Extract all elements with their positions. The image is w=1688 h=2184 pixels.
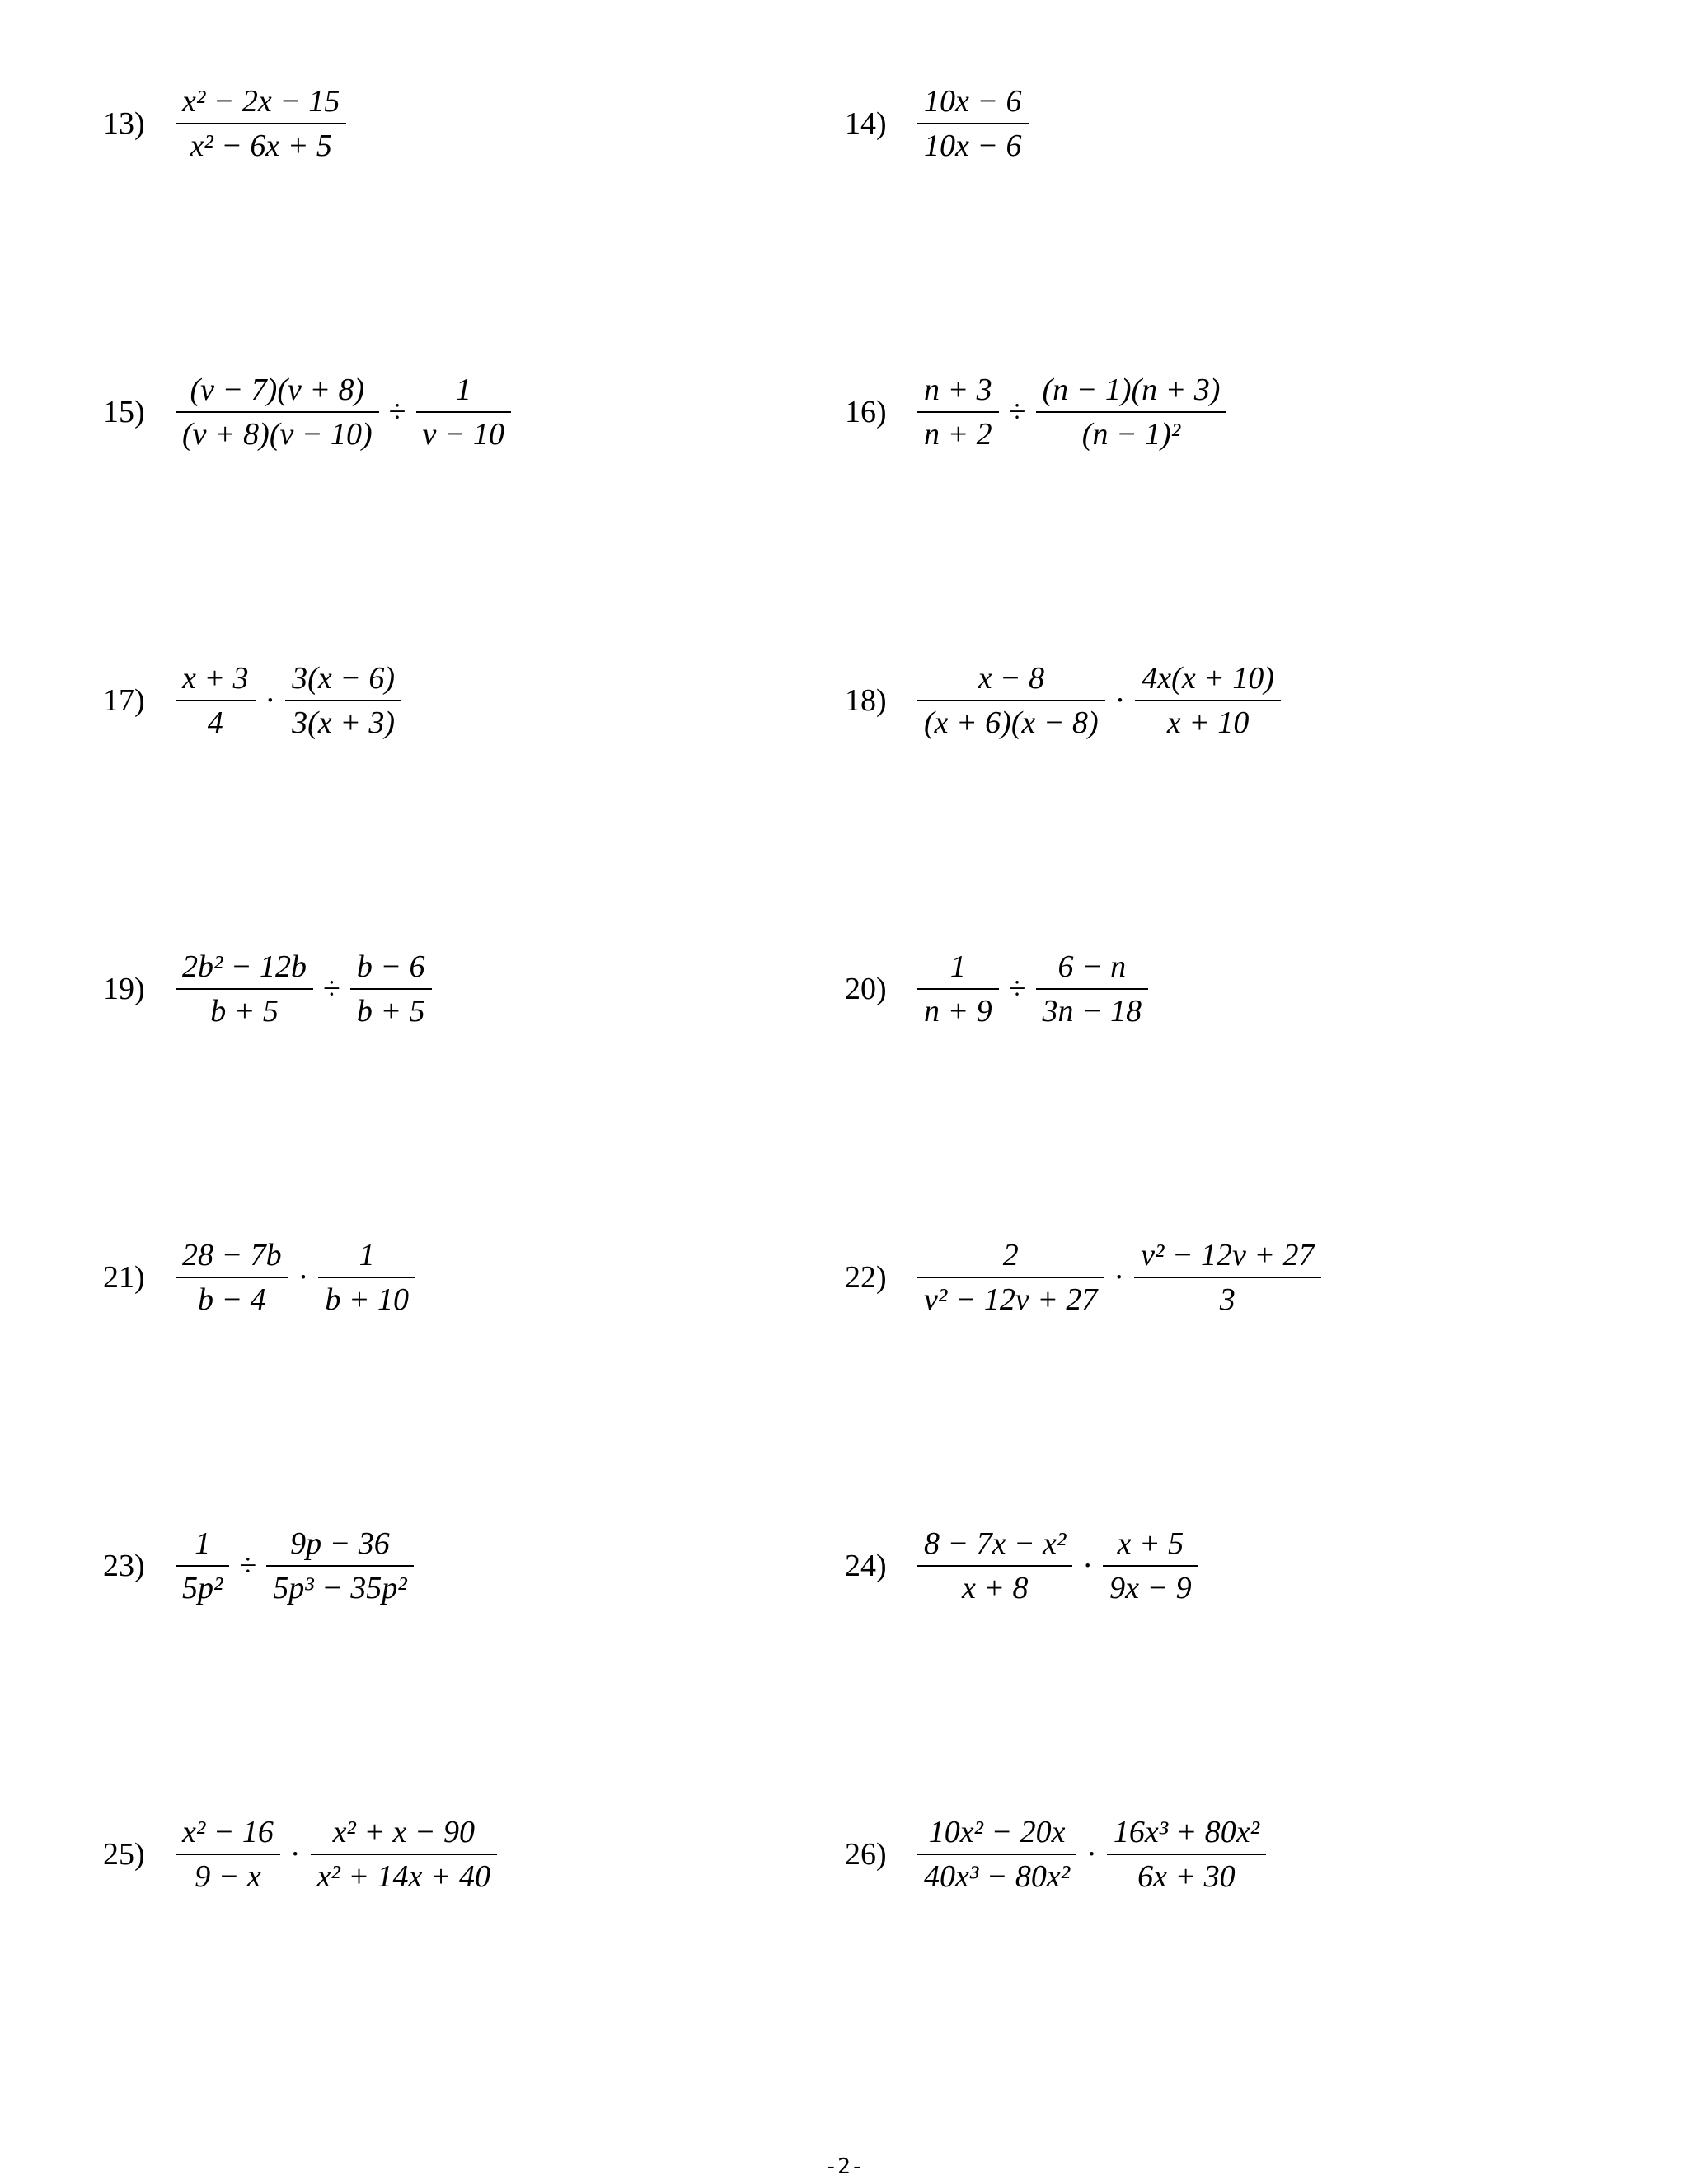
numerator: 1: [359, 1238, 375, 1272]
problem-number: 25): [103, 1837, 145, 1872]
numerator: 28 − 7b: [182, 1238, 282, 1272]
problem-number: 23): [103, 1549, 145, 1583]
problem-19: [103, 940, 437, 1038]
problem-expression: [171, 1811, 502, 1898]
denominator: b − 4: [198, 1282, 266, 1317]
fraction: [1107, 1811, 1266, 1898]
numerator: 4x(x + 10): [1142, 661, 1274, 696]
denominator: b + 5: [210, 994, 279, 1029]
multiplication-operator: ·: [1086, 1837, 1097, 1872]
numerator: x² − 2x − 15: [182, 84, 340, 119]
fraction: [350, 945, 432, 1033]
problem-number: 14): [845, 106, 887, 141]
denominator: b + 10: [325, 1282, 409, 1317]
fraction: [1103, 1522, 1198, 1610]
numerator: 16x³ + 80x²: [1113, 1815, 1259, 1849]
fraction: [176, 368, 379, 456]
fraction: [176, 1522, 229, 1610]
problem-expression: [912, 657, 1286, 744]
problem-expression: [912, 1234, 1326, 1321]
denominator: x + 10: [1166, 705, 1250, 740]
division-operator: ÷: [239, 1549, 257, 1583]
problem-21: [103, 1228, 420, 1327]
fraction: [917, 1811, 1076, 1898]
problem-number: 21): [103, 1260, 145, 1295]
numerator: 2: [1002, 1238, 1019, 1272]
problem-17: [103, 651, 406, 750]
multiplication-operator: ·: [265, 683, 276, 718]
denominator: v² − 12v + 27: [924, 1282, 1098, 1317]
denominator: 3(x + 3): [292, 705, 395, 740]
problem-22: [845, 1228, 1326, 1327]
problem-number: 15): [103, 395, 145, 429]
fraction: [176, 1811, 280, 1898]
fraction: [917, 80, 1029, 167]
fraction: [1036, 945, 1149, 1033]
fraction: [176, 657, 256, 744]
denominator: n + 2: [924, 417, 992, 452]
numerator: 3(x − 6): [292, 661, 395, 696]
numerator: x − 8: [978, 661, 1045, 696]
denominator: 5p³ − 35p²: [273, 1571, 407, 1605]
numerator: x² + x − 90: [332, 1815, 475, 1849]
problem-20: [845, 940, 1153, 1038]
numerator: 10x² − 20x: [928, 1815, 1066, 1849]
problem-number: 16): [845, 395, 887, 429]
fraction: [1135, 657, 1281, 744]
problem-number: 19): [103, 972, 145, 1006]
denominator: (n − 1)²: [1081, 417, 1181, 452]
numerator: (n − 1)(n + 3): [1042, 373, 1221, 407]
denominator: 10x − 6: [924, 129, 1022, 163]
problem-expression: [912, 80, 1034, 167]
numerator: 6 − n: [1057, 949, 1127, 984]
problem-expression: [912, 368, 1231, 456]
fraction: [176, 80, 346, 167]
numerator: 1: [455, 373, 471, 407]
multiplication-operator: ·: [1082, 1549, 1094, 1583]
denominator: 3: [1219, 1282, 1236, 1317]
denominator: 6x + 30: [1137, 1859, 1236, 1894]
fraction: [917, 1234, 1104, 1321]
problem-expression: [171, 80, 351, 167]
numerator: 2b² − 12b: [182, 949, 307, 984]
division-operator: ÷: [388, 395, 406, 429]
denominator: 4: [207, 705, 223, 740]
problem-number: 17): [103, 683, 145, 718]
problem-expression: [171, 657, 406, 744]
numerator: 9p − 36: [290, 1526, 390, 1561]
fraction: [1036, 368, 1227, 456]
problem-18: [845, 651, 1286, 750]
denominator: x² + 14x + 40: [316, 1859, 490, 1894]
numerator: n + 3: [924, 373, 992, 407]
fraction: [917, 945, 999, 1033]
numerator: 10x − 6: [924, 84, 1022, 119]
denominator: (x + 6)(x − 8): [924, 705, 1099, 740]
multiplication-operator: ·: [298, 1260, 309, 1295]
multiplication-operator: ·: [1114, 683, 1126, 718]
problem-number: 26): [845, 1837, 887, 1872]
problem-expression: [171, 1234, 420, 1321]
fraction: [285, 657, 401, 744]
denominator: v − 10: [422, 417, 505, 452]
denominator: 3n − 18: [1042, 994, 1142, 1029]
problem-expression: [912, 945, 1153, 1033]
problem-expression: [912, 1811, 1271, 1898]
numerator: b − 6: [356, 949, 425, 984]
problem-expression: [171, 1522, 419, 1610]
problem-expression: [171, 945, 437, 1033]
denominator: b + 5: [356, 994, 425, 1029]
fraction: [318, 1234, 415, 1321]
denominator: 5p²: [182, 1571, 223, 1605]
fraction: [311, 1811, 497, 1898]
numerator: 8 − 7x − x²: [924, 1526, 1067, 1561]
denominator: 9x − 9: [1109, 1571, 1192, 1605]
problem-15: [103, 363, 516, 462]
problem-14: [845, 74, 1034, 173]
fraction: [266, 1522, 413, 1610]
denominator: 40x³ − 80x²: [924, 1859, 1071, 1894]
problem-number: 18): [845, 683, 887, 718]
numerator: x² − 16: [182, 1815, 274, 1849]
division-operator: ÷: [323, 972, 340, 1006]
division-operator: ÷: [1008, 395, 1026, 429]
problem-number: 22): [845, 1260, 887, 1295]
numerator: 1: [950, 949, 966, 984]
problem-24: [845, 1516, 1203, 1615]
multiplication-operator: ·: [289, 1837, 301, 1872]
numerator: x + 3: [182, 661, 249, 696]
fraction: [917, 368, 999, 456]
denominator: (v + 8)(v − 10): [182, 417, 373, 452]
denominator: 9 − x: [195, 1859, 261, 1894]
problem-13: [103, 74, 351, 173]
numerator: 1: [195, 1526, 211, 1561]
problem-23: [103, 1516, 419, 1615]
division-operator: ÷: [1008, 972, 1026, 1006]
fraction: [917, 657, 1105, 744]
problem-25: [103, 1805, 502, 1904]
fraction: [176, 945, 313, 1033]
problem-number: 20): [845, 972, 887, 1006]
numerator: v² − 12v + 27: [1141, 1238, 1315, 1272]
fraction: [1134, 1234, 1320, 1321]
problem-16: [845, 363, 1231, 462]
denominator: x + 8: [961, 1571, 1029, 1605]
problem-expression: [912, 1522, 1203, 1610]
numerator: (v − 7)(v + 8): [190, 373, 365, 407]
fraction: [917, 1522, 1072, 1610]
denominator: n + 9: [924, 994, 992, 1029]
problem-expression: [171, 368, 516, 456]
numerator: x + 5: [1117, 1526, 1184, 1561]
problem-26: [845, 1805, 1271, 1904]
fraction: [176, 1234, 288, 1321]
fraction: [416, 368, 512, 456]
problem-number: 24): [845, 1549, 887, 1583]
multiplication-operator: ·: [1114, 1260, 1125, 1295]
problem-number: 13): [103, 106, 145, 141]
denominator: x² − 6x + 5: [190, 129, 332, 163]
page-number: -2-: [824, 2154, 864, 2179]
